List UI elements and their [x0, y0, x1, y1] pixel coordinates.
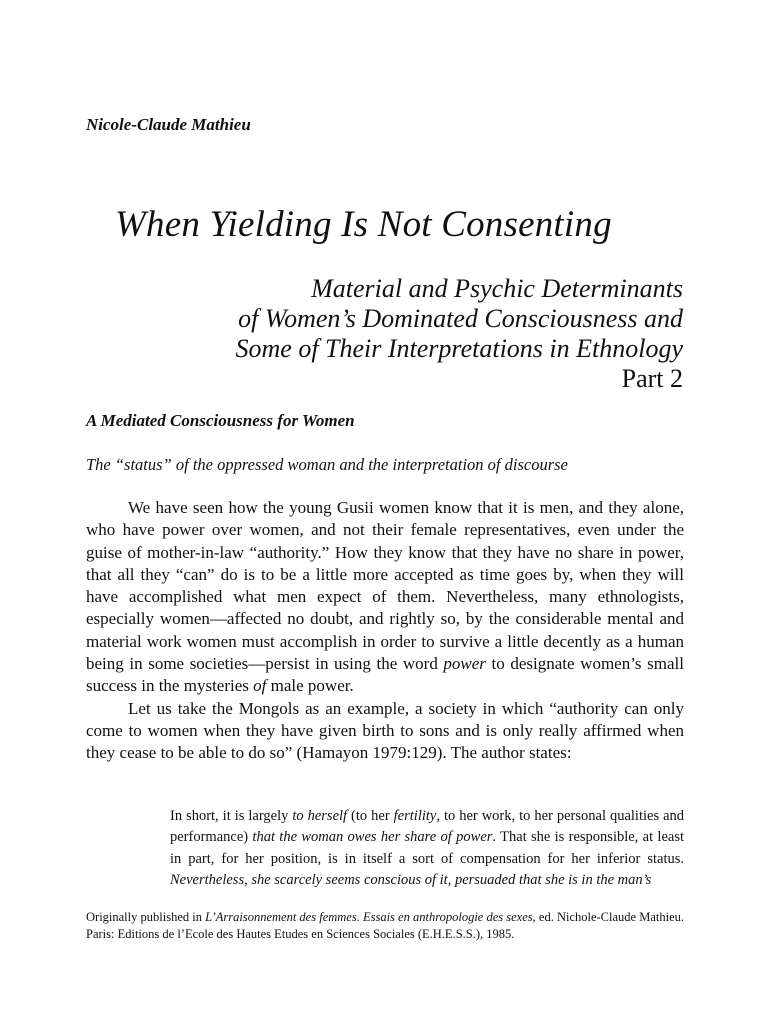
- quote-paragraph: [170, 806, 684, 891]
- quote-emphasis-2: fertility: [393, 808, 437, 824]
- subtitle-line-1: Material and Psychic Determinants: [311, 274, 683, 303]
- paragraph-2: Let us take the Mongols as an example, a society in which “authority can only come to women when they have given birth to sons and is only really affirmed when they cease to be able to do so” (Hamayon 1979:129). The author states:: [86, 698, 684, 763]
- footnote-book-title: L’Arraisonnement des femmes. Essais en anthropologie des sexes: [205, 910, 533, 924]
- quote-emphasis-1: to herself: [292, 808, 348, 824]
- footnote-text-1: Originally published in: [86, 910, 206, 924]
- body-text: [86, 497, 684, 765]
- subtitle-line-3: Some of Their Interpretations in Ethnology: [235, 334, 683, 363]
- paragraph-1-text-c: male power.: [266, 676, 354, 696]
- footnote-text: [86, 909, 684, 943]
- article-title: When Yielding Is Not Consenting: [115, 204, 612, 245]
- quote-emphasis-3: that the woman owes her share of power: [252, 829, 493, 846]
- quote-emphasis-4: Nevertheless, she scarcely seems conscious of it, persuaded that she is in the man’s: [170, 871, 652, 888]
- part-label: Part 2: [621, 364, 683, 393]
- quote-text-4: . That she is responsible, at least in part, for her position, is in itself a sort of compensation for her inferior status.: [170, 829, 684, 867]
- emphasis-power: power: [443, 654, 486, 674]
- article-subtitle: [113, 274, 683, 394]
- paragraph-1: [86, 497, 684, 698]
- block-quote: [170, 806, 684, 891]
- subsection-heading: The “status” of the oppressed woman and the interpretation of discourse: [86, 455, 568, 474]
- quote-text-1: In short, it is largely: [170, 808, 293, 824]
- subtitle-line-2: of Women’s Dominated Consciousness and: [238, 304, 683, 333]
- emphasis-of: of: [253, 676, 267, 696]
- paragraph-1-text-a: We have seen how the young Gusii women know that it is men, and they alone, who have power over women, and not their female representatives, even under the guise of mother-in-law “authority.” How they know that they have no share in power, that all they “can” do is to be a little more accepted as time goes by, when they will have accomplished what men expect of them. Nevertheless, many ethnologists, especially women—affected no doubt, and rightly so, by the considerable mental and material work women must accomplish in order to survive a little decently as a human being in some societies—persist in using the word: [86, 498, 684, 674]
- author-name: Nicole-Claude Mathieu: [86, 115, 251, 134]
- paragraph-1-text-b: to designate women’s small success in the mysteries: [86, 654, 684, 696]
- footnote-text-2: , ed. Nichole-Claude Mathieu. Paris: Editions de l’Ecole des Hautes Etudes en Sciences Sociales (E.H.E.S.S.), 1985.: [86, 910, 684, 941]
- quote-text-3: , to her work, to her personal qualities and performance): [170, 808, 685, 846]
- quote-text-2: (to her: [347, 808, 394, 824]
- publication-footnote: [86, 909, 684, 943]
- section-heading: A Mediated Consciousness for Women: [86, 411, 355, 430]
